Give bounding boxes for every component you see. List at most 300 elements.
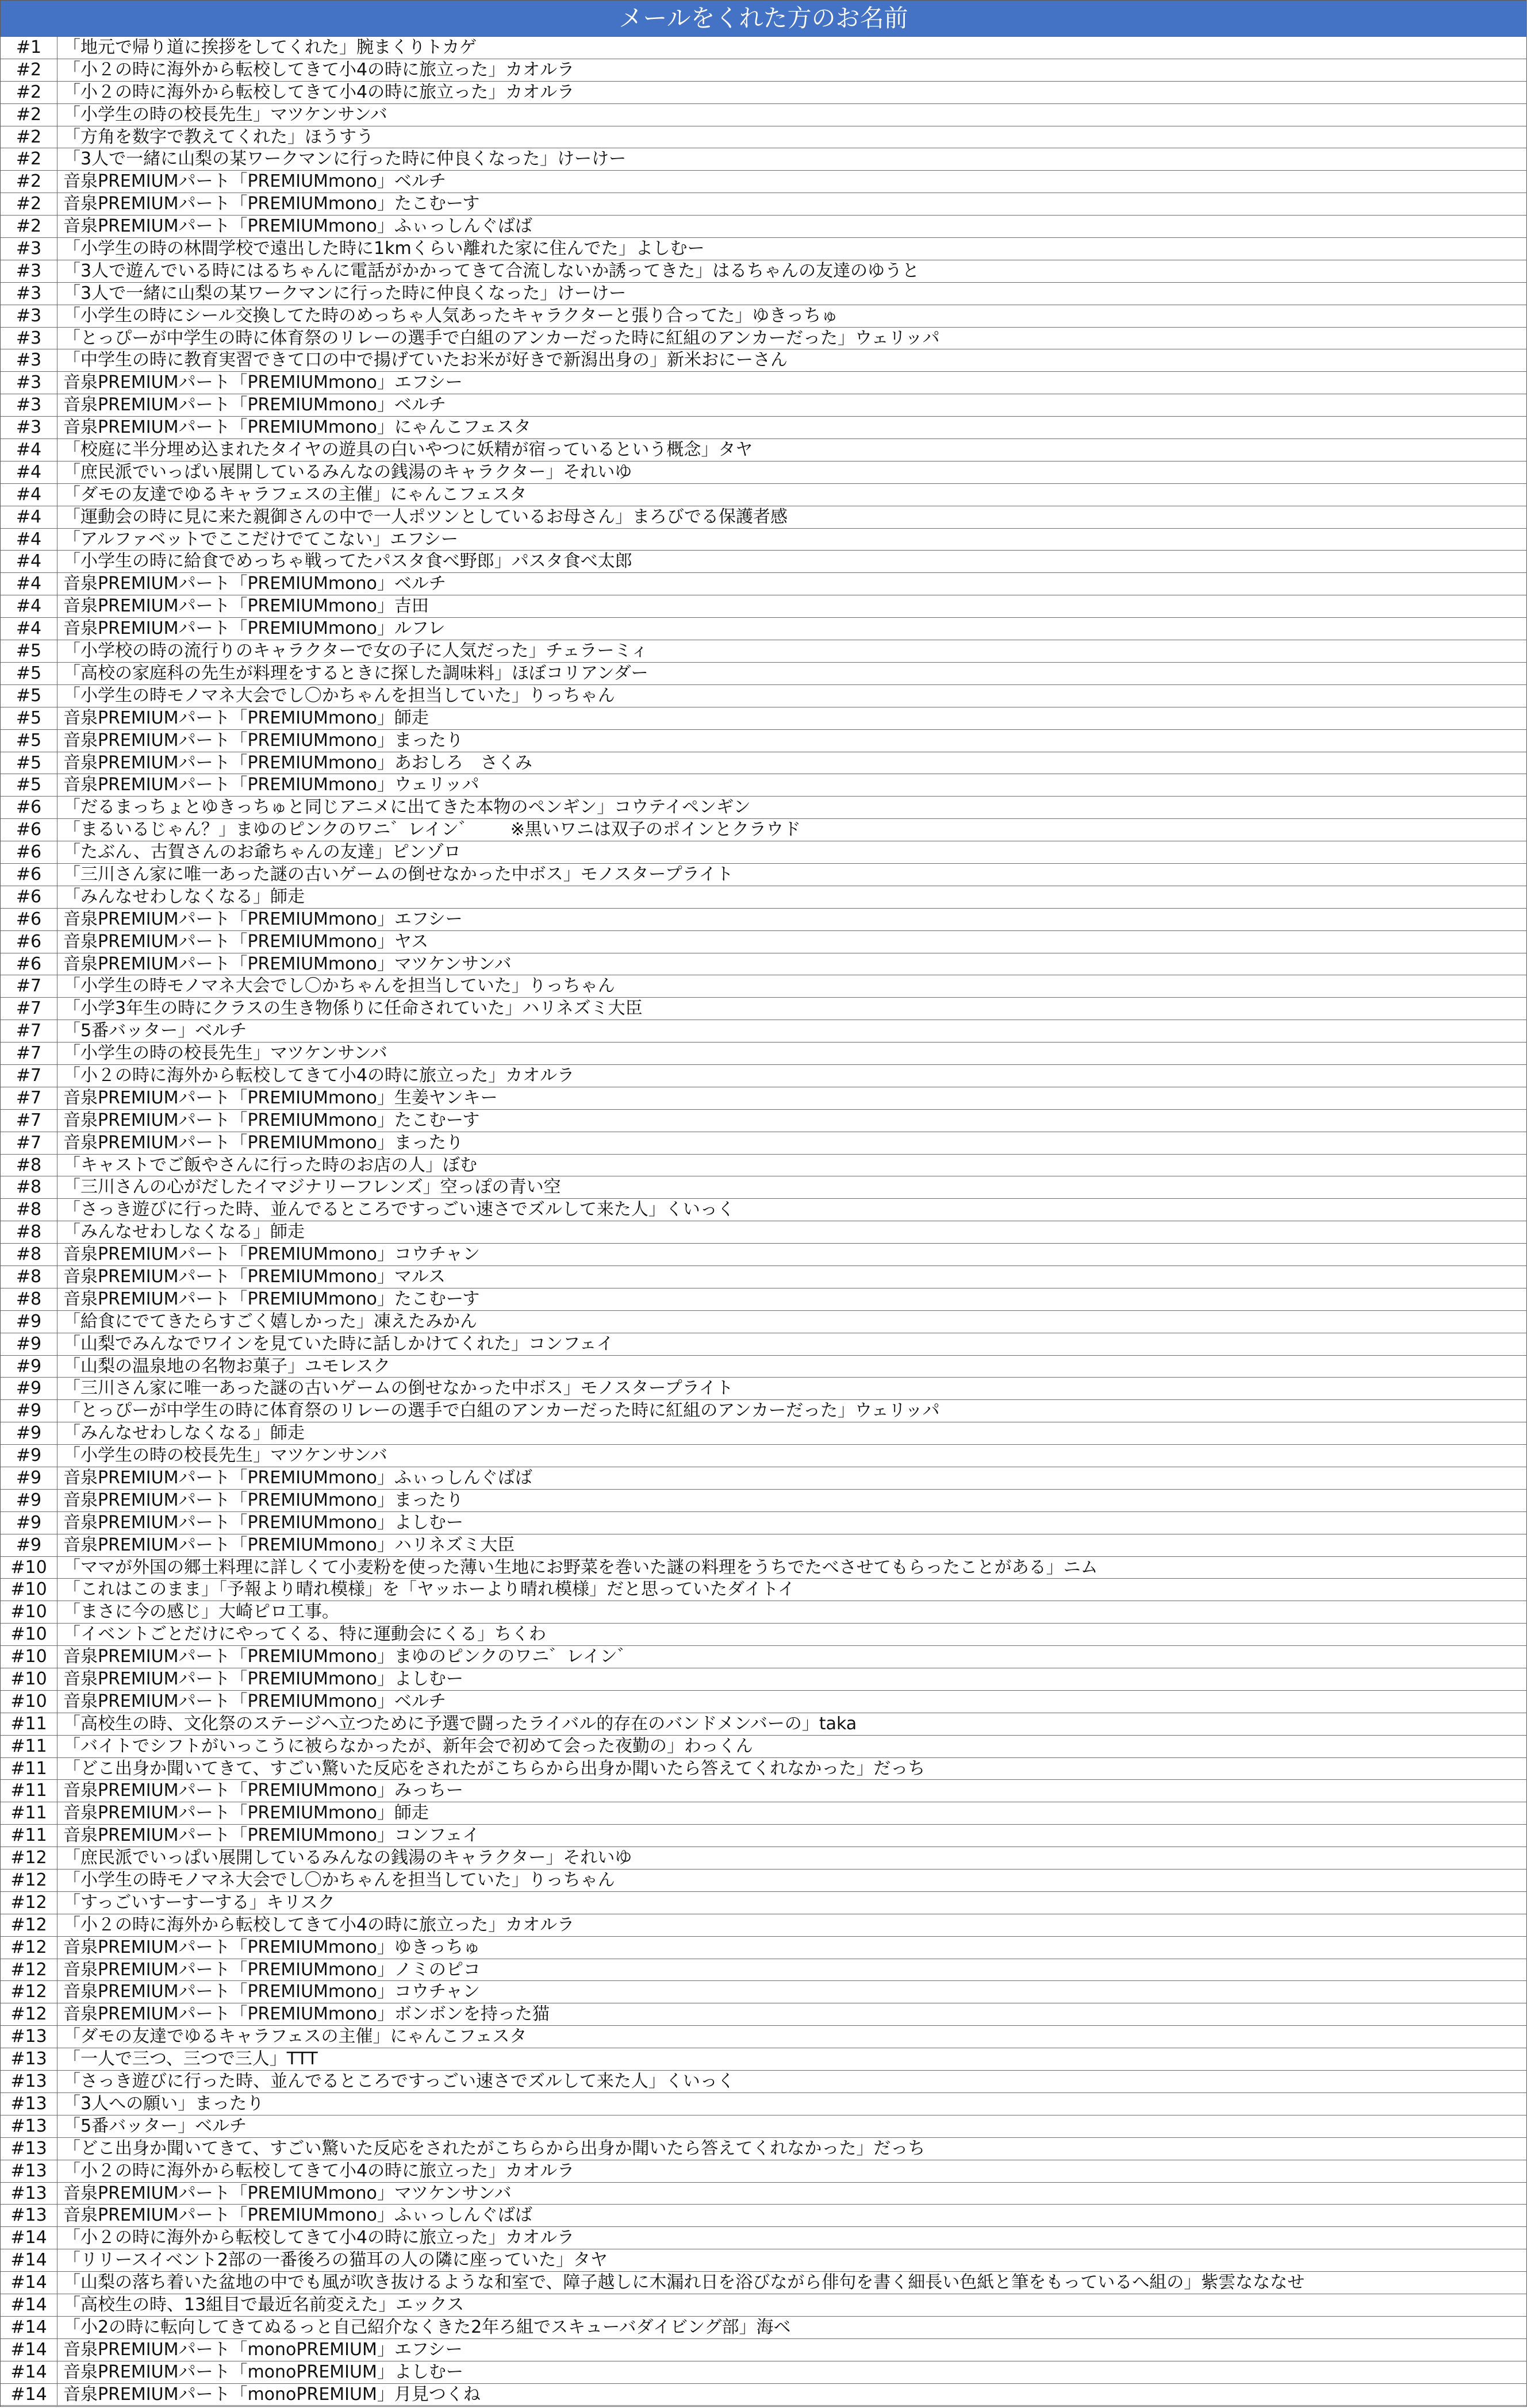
episode-number-cell: #12 [1, 1981, 57, 2003]
listener-name-cell: 音泉PREMIUMパート「PREMIUMmono」エフシー [63, 909, 463, 929]
table-row [1, 305, 1526, 328]
episode-number-cell: #9 [1, 1467, 57, 1489]
table-row [1, 931, 1526, 953]
listener-name-cell: 「小学生の時の校長先生」マツケンサンバ [63, 1445, 387, 1466]
table-row [1, 1445, 1526, 1467]
listener-name-cell: 「ダモの友達でゆるキャラフェスの主催」にゃんこフェスタ [63, 484, 527, 505]
table-row [1, 1020, 1526, 1043]
listener-name-cell: 「みんなせわしなくなる」師走 [63, 1222, 305, 1243]
episode-number-cell: #7 [1, 1110, 57, 1132]
listener-name-cell: 音泉PREMIUMパート「PREMIUMmono」よしむー [63, 1669, 463, 1690]
listener-name-cell: 「どこ出身か聞いてきて、すごい驚いた反応をされたがこちらから出身か聞いたら答えてくれなかった」だっち [63, 1758, 926, 1779]
listener-name-cell: 音泉PREMIUMパート「PREMIUMmono」コウチャン [63, 1982, 480, 2002]
episode-number-cell: #4 [1, 618, 57, 640]
listener-name-cell: 「小学3年生の時にクラスの生き物係りに任命されていた」ハリネズミ大臣 [63, 998, 643, 1019]
table-row [1, 551, 1526, 573]
table-row [1, 1959, 1526, 1982]
episode-number-cell: #4 [1, 595, 57, 617]
table-row [1, 82, 1526, 104]
episode-number-cell: #9 [1, 1534, 57, 1556]
listener-name-cell: 音泉PREMIUMパート「PREMIUMmono」まゆのピンクのワニ゛レイン゛ [63, 1647, 635, 1667]
listener-name-cell: 「みんなせわしなくなる」師走 [63, 886, 305, 907]
listener-name-cell: 「小学生の時に給食でめっちゃ戦ってたパスタ食べ野郎」パスタ食べ太郎 [63, 551, 632, 572]
listener-name-cell: 「小２の時に海外から転校してきて小4の時に旅立った」カオルラ [63, 82, 575, 102]
listener-name-cell: 「とっぴーが中学生の時に体育祭のリレーの選手で白組のアンカーだった時に紅組のアンカーだった」ウェリッパ [63, 1401, 940, 1421]
listener-name-cell: 音泉PREMIUMパート「PREMIUMmono」ベルチ [63, 171, 446, 192]
table-row [1, 1668, 1526, 1691]
table-row [1, 864, 1526, 886]
listener-name-cell: 「小学生の時モノマネ大会でし〇かちゃんを担当していた」りっちゃん [63, 1870, 615, 1891]
episode-number-cell: #11 [1, 1802, 57, 1824]
table-row [1, 595, 1526, 618]
table-row [1, 2138, 1526, 2160]
episode-number-cell: #13 [1, 2093, 57, 2115]
episode-number-cell: #10 [1, 1557, 57, 1579]
table-row [1, 640, 1526, 663]
episode-number-cell: #13 [1, 2115, 57, 2137]
table-row [1, 104, 1526, 126]
table-row [1, 2205, 1526, 2227]
table-row [1, 2249, 1526, 2272]
listener-name-cell: 「小学生の時の校長先生」マツケンサンバ [63, 1043, 387, 1064]
listener-name-cell: 「どこ出身か聞いてきて、すごい驚いた反応をされたがこちらから出身か聞いたら答えてくれなかった」だっち [63, 2138, 926, 2159]
table-row [1, 1914, 1526, 1937]
listener-name-cell: 「一人で三つ、三つで三人」TTT [63, 2049, 318, 2070]
listener-name-cell: 音泉PREMIUMパート「PREMIUMmono」まったり [63, 1132, 463, 1153]
episode-number-cell: #7 [1, 998, 57, 1020]
table-row [1, 1043, 1526, 1065]
episode-number-cell: #4 [1, 573, 57, 595]
listener-name-cell: 「山梨の温泉地の名物お菓子」ユモレスク [63, 1356, 391, 1376]
episode-number-cell: #3 [1, 283, 57, 305]
episode-number-cell: #10 [1, 1579, 57, 1601]
listener-name-cell: 「三川さん家に唯一あった謎の古いゲームの倒せなかった中ボス」モノスタープライト [63, 1378, 734, 1399]
table-row [1, 2048, 1526, 2071]
episode-number-cell: #12 [1, 1870, 57, 1891]
episode-number-cell: #11 [1, 1758, 57, 1780]
episode-number-cell: #11 [1, 1713, 57, 1735]
table-row [1, 148, 1526, 171]
episode-number-cell: #13 [1, 2138, 57, 2160]
listener-name-cell: 「地元で帰り道に挨拶をしてくれた」腕まくりトカゲ [63, 37, 477, 57]
episode-number-cell: #4 [1, 439, 57, 461]
listener-name-cell: 音泉PREMIUMパート「PREMIUMmono」マツケンサンバ [63, 953, 512, 974]
table-row [1, 2339, 1526, 2361]
episode-number-cell: #9 [1, 1311, 57, 1333]
listener-name-cell: 「方角を数字で教えてくれた」ほうすう [63, 126, 374, 147]
listener-name-cell: 「5番バッター」ベルチ [63, 1021, 247, 1041]
sheet-title: メールをくれた方のお名前 [1, 1, 1526, 37]
listener-name-cell: 音泉PREMIUMパート「PREMIUMmono」にゃんこフェスタ [63, 417, 531, 438]
listener-name-cell: 音泉PREMIUMパート「PREMIUMmono」吉田 [63, 596, 429, 617]
listener-name-cell: 「給食にでてきたらすごく嬉しかった」凍えたみかん [63, 1311, 477, 1332]
table-row [1, 2093, 1526, 2115]
listener-name-cell: 音泉PREMIUMパート「PREMIUMmono」マルス [63, 1266, 446, 1287]
table-row [1, 2384, 1526, 2406]
table-row [1, 394, 1526, 417]
episode-number-cell: #5 [1, 774, 57, 796]
listener-name-cell: 「3人で遊んでいる時にはるちゃんに電話がかかってきて合流しないか誘ってきた」はるちゃんの友達のゆうと [63, 260, 920, 281]
episode-number-cell: #12 [1, 1914, 57, 1936]
table-row [1, 59, 1526, 82]
table-row [1, 2272, 1526, 2294]
table-row [1, 774, 1526, 797]
listener-name-cell: 音泉PREMIUMパート「PREMIUMmono」ふぃっしんぐばば [63, 2205, 532, 2226]
listener-name-cell: 音泉PREMIUMパート「PREMIUMmono」ボンボンを持った猫 [63, 2004, 550, 2025]
table-row [1, 797, 1526, 819]
table-row [1, 998, 1526, 1020]
listener-name-cell: 音泉PREMIUMパート「PREMIUMmono」コウチャン [63, 1244, 480, 1265]
listener-name-cell: 「小学校の時の流行りのキャラクターで女の子に人気だった」チェラーミィ [63, 641, 648, 661]
listener-name-cell: 音泉PREMIUMパート「PREMIUMmono」あおしろ さくみ [63, 752, 532, 773]
episode-number-cell: #14 [1, 2294, 57, 2316]
episode-number-cell: #13 [1, 2160, 57, 2182]
listener-name-cell: 「校庭に半分埋め込まれたタイヤの遊具の白いやつに妖精が宿っているという概念」タヤ [63, 440, 753, 460]
table-row [1, 328, 1526, 350]
listener-name-cell: 「とっぴーが中学生の時に体育祭のリレーの選手で白組のアンカーだった時に紅組のアンカーだった」ウェリッパ [63, 328, 940, 348]
listener-name-cell: 「ダモの友達でゆるキャラフェスの主催」にゃんこフェスタ [63, 2026, 527, 2047]
episode-number-cell: #9 [1, 1378, 57, 1399]
table-row [1, 529, 1526, 551]
episode-number-cell: #9 [1, 1445, 57, 1467]
episode-number-cell: #12 [1, 1847, 57, 1869]
listener-name-cell: 音泉PREMIUMパート「PREMIUMmono」ルフレ [63, 618, 446, 639]
episode-number-cell: #9 [1, 1490, 57, 1511]
listener-name-cell: 「小学生の時の校長先生」マツケンサンバ [63, 104, 387, 125]
episode-number-cell: #2 [1, 104, 57, 126]
listener-name-cell: 「山梨でみんなでワインを見ていた時に話しかけてくれた」コンフェイ [63, 1333, 614, 1354]
episode-number-cell: #9 [1, 1512, 57, 1534]
listener-name-cell: 「まるいるじゃん？」まゆのピンクのワニ゛レイン゛ ※黒いワニは双子のポインとクラウド [63, 820, 801, 840]
episode-number-cell: #8 [1, 1176, 57, 1198]
listener-name-cell: 音泉PREMIUMパート「PREMIUMmono」師走 [63, 1803, 429, 1824]
table-row [1, 1333, 1526, 1356]
table-row [1, 506, 1526, 529]
episode-number-cell: #13 [1, 2183, 57, 2205]
name-list-rows [1, 37, 1526, 2406]
table-row [1, 1288, 1526, 1311]
listener-name-cell: 「高校生の時、13組目で最近名前変えた」エックス [63, 2294, 464, 2315]
episode-number-cell: #6 [1, 953, 57, 975]
table-row [1, 1356, 1526, 1378]
table-row [1, 1802, 1526, 1825]
table-row [1, 1244, 1526, 1266]
listener-name-cell: 「3人で一緒に山梨の某ワークマンに行った時に仲良くなった」けーけー [63, 283, 627, 303]
episode-number-cell: #9 [1, 1356, 57, 1378]
episode-number-cell: #10 [1, 1601, 57, 1623]
episode-number-cell: #5 [1, 730, 57, 752]
listener-name-cell: 音泉PREMIUMパート「PREMIUMmono」師走 [63, 707, 429, 728]
episode-number-cell: #2 [1, 216, 57, 237]
table-row [1, 2317, 1526, 2339]
table-row [1, 2115, 1526, 2138]
table-row [1, 126, 1526, 149]
table-row [1, 1646, 1526, 1668]
table-row [1, 372, 1526, 394]
episode-number-cell: #9 [1, 1400, 57, 1422]
table-row [1, 1736, 1526, 1758]
table-row [1, 1110, 1526, 1132]
episode-number-cell: #4 [1, 506, 57, 528]
table-row [1, 1601, 1526, 1624]
table-row [1, 193, 1526, 216]
episode-number-cell: #6 [1, 819, 57, 841]
episode-number-cell: #12 [1, 2003, 57, 2025]
table-row [1, 2160, 1526, 2183]
episode-number-cell: #6 [1, 864, 57, 886]
listener-name-cell: 「だるまっちょとゆきっちゅと同じアニメに出てきた本物のペンギン」コウテイペンギン [63, 797, 751, 818]
table-row [1, 909, 1526, 931]
listener-name-cell: 「すっごいすーすーする」キリスク [63, 1892, 335, 1913]
episode-number-cell: #2 [1, 82, 57, 103]
table-row [1, 1490, 1526, 1512]
episode-number-cell: #7 [1, 1043, 57, 1064]
listener-name-cell: 「山梨の落ち着いた盆地の中でも風が吹き抜けるような和室で、障子越しに木漏れ日を浴びながら俳句を書く細長い色紙と筆をもっているへ組の」紫雲なななせ [63, 2272, 1305, 2293]
listener-name-cell: 音泉PREMIUMパート「PREMIUMmono」エフシー [63, 372, 463, 393]
table-row [1, 1266, 1526, 1288]
table-row [1, 1512, 1526, 1534]
table-row [1, 2071, 1526, 2093]
episode-number-cell: #8 [1, 1155, 57, 1176]
table-row [1, 2294, 1526, 2317]
listener-name-cell: 音泉PREMIUMパート「PREMIUMmono」たこむーす [63, 194, 480, 214]
table-row [1, 461, 1526, 484]
table-row [1, 819, 1526, 841]
episode-number-cell: #9 [1, 1422, 57, 1444]
listener-name-cell: 「まさに今の感じ」大崎ピロ工事。 [63, 1602, 339, 1622]
table-row [1, 1847, 1526, 1870]
listener-name-cell: 音泉PREMIUMパート「monoPREMIUM」月見つくね [63, 2384, 481, 2405]
listener-name-cell: 「小学生の時にシール交換してた時のめっちゃ人気あったキャラクターと張り合ってた」ゆきっちゅ [63, 305, 839, 326]
table-row [1, 1691, 1526, 1713]
table-row [1, 484, 1526, 506]
episode-number-cell: #14 [1, 2272, 57, 2294]
episode-number-cell: #5 [1, 707, 57, 729]
episode-number-cell: #6 [1, 841, 57, 863]
episode-number-cell: #4 [1, 529, 57, 551]
listener-name-cell: 音泉PREMIUMパート「PREMIUMmono」よしむー [63, 1512, 463, 1533]
episode-number-cell: #11 [1, 1736, 57, 1757]
table-row [1, 1378, 1526, 1400]
table-row [1, 1400, 1526, 1422]
table-row [1, 1758, 1526, 1780]
episode-number-cell: #3 [1, 372, 57, 394]
table-row [1, 1176, 1526, 1199]
listener-name-cell: 音泉PREMIUMパート「PREMIUMmono」まったり [63, 1490, 463, 1510]
table-row [1, 1937, 1526, 1959]
episode-number-cell: #3 [1, 417, 57, 438]
listener-name-cell: 音泉PREMIUMパート「PREMIUMmono」ふぃっしんぐばば [63, 216, 532, 237]
table-row [1, 216, 1526, 238]
table-row [1, 37, 1526, 59]
episode-number-cell: #3 [1, 305, 57, 327]
listener-name-cell: 「小２の時に海外から転校してきて小4の時に旅立った」カオルラ [63, 59, 575, 80]
episode-number-cell: #14 [1, 2227, 57, 2249]
listener-name-cell: 「三川さん家に唯一あった謎の古いゲームの倒せなかった中ボス」モノスタープライト [63, 864, 734, 884]
table-row [1, 439, 1526, 461]
episode-number-cell: #13 [1, 2048, 57, 2070]
listener-name-cell: 音泉PREMIUMパート「PREMIUMmono」たこむーす [63, 1288, 480, 1309]
episode-number-cell: #12 [1, 1892, 57, 1914]
listener-name-cell: 「イベントごとだけにやってくる、特に運動会にくる」ちくわ [63, 1624, 546, 1645]
episode-number-cell: #5 [1, 663, 57, 684]
episode-number-cell: #4 [1, 551, 57, 572]
episode-number-cell: #7 [1, 1020, 57, 1042]
episode-number-cell: #6 [1, 931, 57, 953]
listener-name-cell: 音泉PREMIUMパート「PREMIUMmono」ハリネズミ大臣 [63, 1534, 515, 1555]
table-row [1, 685, 1526, 707]
episode-number-cell: #5 [1, 640, 57, 662]
listener-name-cell: 「小学生の時の林間学校で遠出した時に1kmくらい離れた家に住んでた」よしむー [63, 239, 705, 259]
episode-number-cell: #8 [1, 1199, 57, 1221]
table-row [1, 752, 1526, 775]
listener-name-cell: 「小学生の時モノマネ大会でし〇かちゃんを担当していた」りっちゃん [63, 685, 615, 706]
table-row [1, 1422, 1526, 1445]
episode-number-cell: #2 [1, 59, 57, 81]
table-row [1, 730, 1526, 752]
episode-number-cell: #6 [1, 797, 57, 818]
table-row [1, 260, 1526, 283]
listener-name-cell: 音泉PREMIUMパート「monoPREMIUM」エフシー [63, 2339, 463, 2360]
listener-name-cell: 「高校の家庭科の先生が料理をするときに探した調味料」ほぼコリアンダー [63, 663, 648, 683]
episode-number-cell: #6 [1, 909, 57, 930]
table-row [1, 171, 1526, 193]
episode-number-cell: #13 [1, 2071, 57, 2092]
listener-name-cell: 「アルファベットでここだけでてこない」エフシー [63, 529, 458, 549]
episode-number-cell: #14 [1, 2249, 57, 2271]
table-row [1, 663, 1526, 685]
table-row [1, 1624, 1526, 1646]
listener-name-cell: 音泉PREMIUMパート「PREMIUMmono」ノミのピコ [63, 1959, 481, 1980]
episode-number-cell: #12 [1, 1937, 57, 1959]
table-row [1, 1199, 1526, 1221]
episode-number-cell: #4 [1, 461, 57, 483]
episode-number-cell: #11 [1, 1780, 57, 1802]
episode-number-cell: #2 [1, 126, 57, 148]
listener-name-cell: 「高校生の時、文化祭のステージへ立つために予選で闘ったライバル的存在のバンドメンバーの」taka [63, 1713, 857, 1734]
table-row [1, 953, 1526, 976]
table-row [1, 1981, 1526, 2003]
listener-name-cell: 音泉PREMIUMパート「monoPREMIUM」よしむー [63, 2361, 463, 2382]
listener-name-cell: 音泉PREMIUMパート「PREMIUMmono」マツケンサンバ [63, 2183, 512, 2203]
episode-number-cell: #6 [1, 886, 57, 908]
listener-name-cell: 「小2の時に転向してきてぬるっと自己紹介なくきた2年ろ組でスキューバダイビング部」海ベ [63, 2317, 791, 2337]
listener-name-cell: 「キャストでご飯やさんに行った時のお店の人」ぼむ [63, 1155, 477, 1175]
episode-number-cell: #11 [1, 1825, 57, 1847]
episode-number-cell: #13 [1, 2205, 57, 2226]
table-row [1, 1780, 1526, 1802]
episode-number-cell: #7 [1, 975, 57, 997]
listener-name-cell: 音泉PREMIUMパート「PREMIUMmono」ベルチ [63, 395, 446, 416]
table-row [1, 1311, 1526, 1333]
table-row [1, 1534, 1526, 1557]
listener-name-cell: 「バイトでシフトがいっこうに被らなかったが、新年会で初めて会った夜勤の」わっくん [63, 1736, 753, 1756]
table-row [1, 1221, 1526, 1244]
listener-name-cell: 「小学生の時モノマネ大会でし〇かちゃんを担当していた」りっちゃん [63, 976, 615, 997]
listener-name-cell: 「さっき遊びに行った時、並んでるところですっごい速さでズルして来た人」くいっく [63, 2071, 735, 2092]
listener-name-cell: 「これはこのまま」「予報より晴れ模様」を「ヤッホーより晴れ模様」だと思っていたダイトイ [63, 1579, 795, 1600]
listener-name-cell: 音泉PREMIUMパート「PREMIUMmono」コンフェイ [63, 1825, 480, 1846]
table-row [1, 618, 1526, 640]
listener-name-cell: 音泉PREMIUMパート「PREMIUMmono」ウェリッパ [63, 775, 479, 795]
listener-name-cell: 音泉PREMIUMパート「PREMIUMmono」ベルチ [63, 1691, 446, 1711]
episode-number-cell: #1 [1, 37, 57, 59]
listener-name-cell: 「三川さんの心がだしたイマジナリーフレンズ」空っぽの青い空 [63, 1177, 561, 1198]
listener-name-cell: 「リリースイベント2部の一番後ろの猫耳の人の隣に座っていた」タヤ [63, 2250, 608, 2271]
episode-number-cell: #2 [1, 148, 57, 170]
episode-number-cell: #7 [1, 1065, 57, 1087]
table-row [1, 2003, 1526, 2026]
table-row [1, 1579, 1526, 1601]
table-row [1, 707, 1526, 730]
listener-name-cell: 音泉PREMIUMパート「PREMIUMmono」ベルチ [63, 574, 446, 594]
episode-number-cell: #14 [1, 2339, 57, 2361]
episode-number-cell: #3 [1, 260, 57, 282]
episode-number-cell: #3 [1, 328, 57, 349]
table-row [1, 2227, 1526, 2249]
listener-name-cell: 「運動会の時に見に来た親御さんの中で一人ポツンとしているお母さん」まろびでる保護者感 [63, 506, 788, 527]
listener-name-cell: 音泉PREMIUMパート「PREMIUMmono」ゆきっちゅ [63, 1937, 481, 1957]
listener-name-cell: 「たぶん、古賀さんのお爺ちゃんの友達」ピンゾロ [63, 842, 461, 863]
episode-number-cell: #8 [1, 1221, 57, 1243]
episode-number-cell: #14 [1, 2384, 57, 2406]
table-row [1, 573, 1526, 595]
listener-name-cell: 「中学生の時に教育実習できて口の中で揚げていたお米が好きで新潟出身の」新米おにーさん [63, 350, 788, 371]
table-row [1, 2026, 1526, 2048]
listener-name-cell: 「ママが外国の郷土料理に詳しくて小麦粉を使った薄い生地にお野菜を巻いた謎の料理をうちでたべさせてもらったことがある」ニム [63, 1557, 1098, 1578]
table-row [1, 1132, 1526, 1155]
table-row [1, 238, 1526, 260]
listener-name-cell: 音泉PREMIUMパート「PREMIUMmono」ふぃっしんぐばば [63, 1468, 532, 1488]
episode-number-cell: #12 [1, 1959, 57, 1981]
episode-number-cell: #14 [1, 2317, 57, 2338]
episode-number-cell: #13 [1, 2026, 57, 2048]
episode-number-cell: #5 [1, 685, 57, 707]
table-row [1, 1155, 1526, 1177]
listener-name-cell: 音泉PREMIUMパート「PREMIUMmono」ヤス [63, 931, 429, 952]
table-row [1, 1892, 1526, 1914]
table-row [1, 417, 1526, 439]
episode-number-cell: #8 [1, 1244, 57, 1265]
episode-number-cell: #2 [1, 193, 57, 215]
episode-number-cell: #9 [1, 1333, 57, 1355]
listener-name-cell: 音泉PREMIUMパート「PREMIUMmono」生姜ヤンキー [63, 1087, 498, 1108]
listener-name-cell: 「小２の時に海外から転校してきて小4の時に旅立った」カオルラ [63, 2160, 575, 2181]
listener-name-cell: 「3人への願い」まったり [63, 2093, 264, 2114]
episode-number-cell: #10 [1, 1691, 57, 1713]
table-row [1, 886, 1526, 909]
table-row [1, 1825, 1526, 1847]
table-row [1, 1065, 1526, 1087]
listener-name-cell: 「小２の時に海外から転校してきて小4の時に旅立った」カオルラ [63, 1065, 575, 1086]
episode-number-cell: #10 [1, 1646, 57, 1668]
episode-number-cell: #2 [1, 171, 57, 193]
episode-number-cell: #10 [1, 1668, 57, 1690]
episode-number-cell: #4 [1, 484, 57, 506]
listener-name-cell: 音泉PREMIUMパート「PREMIUMmono」まったり [63, 730, 463, 751]
table-row [1, 841, 1526, 864]
episode-number-cell: #7 [1, 1087, 57, 1109]
episode-number-cell: #8 [1, 1266, 57, 1288]
table-row [1, 2361, 1526, 2384]
episode-number-cell: #14 [1, 2361, 57, 2383]
episode-number-cell: #3 [1, 349, 57, 371]
listener-name-cell: 音泉PREMIUMパート「PREMIUMmono」たこむーす [63, 1110, 480, 1130]
table-row [1, 283, 1526, 305]
episode-number-cell: #8 [1, 1288, 57, 1310]
table-row [1, 1713, 1526, 1736]
listener-name-cell: 「小２の時に海外から転校してきて小4の時に旅立った」カオルラ [63, 2228, 575, 2248]
